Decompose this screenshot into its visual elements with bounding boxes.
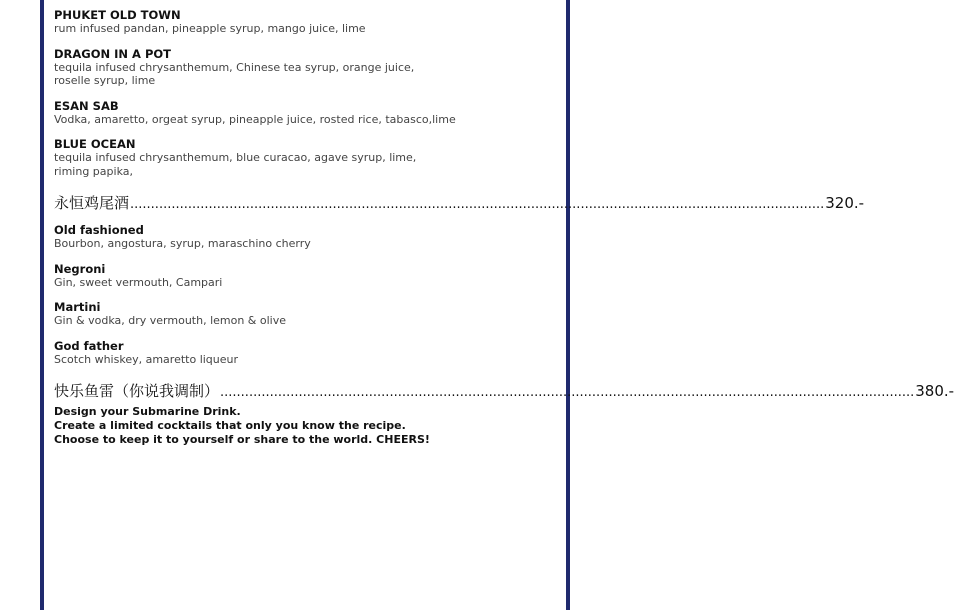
item-name: DRAGON IN A POT [54, 46, 172, 61]
menu-item [54, 99, 559, 127]
menu-item [54, 8, 559, 36]
menu-item [54, 137, 559, 178]
note-line: Design your Submarine Drink. [54, 405, 241, 418]
menu-item [54, 223, 559, 251]
classic-cocktails-header [54, 192, 865, 213]
section-title: 永恒鸡尾酒 [54, 194, 130, 212]
section-price: 380.- [915, 382, 954, 400]
item-name: PHUKET OLD TOWN [54, 8, 181, 22]
note-line: Choose to keep it to yourself or share to the world. CHEERS! [54, 433, 430, 446]
menu-item [54, 339, 559, 367]
item-name: Martini [54, 300, 101, 314]
item-description: Scotch whiskey, amaretto liqueur [54, 352, 239, 366]
note-line: Create a limited cocktails that only you know the recipe. [54, 419, 406, 432]
item-description: Gin, sweet vermouth, Campari [54, 275, 223, 289]
signature-cocktails-list [54, 8, 559, 178]
menu-item [54, 300, 559, 328]
item-name: Old fashioned [54, 223, 144, 237]
item-description: Bourbon, angostura, syrup, maraschino cherry [54, 237, 311, 250]
item-description: Gin & vodka, dry vermouth, lemon & olive [54, 314, 286, 327]
custom-cocktail-notes [54, 405, 559, 447]
item-description: rum infused pandan, pineapple syrup, mango juice, lime [54, 22, 366, 35]
custom-cocktail-header [54, 380, 954, 401]
item-name: God father [54, 338, 124, 353]
dot-leader: ........................................................................................................................................................................ [130, 197, 825, 212]
dot-leader: ........................................................................................................................................................................ [220, 385, 915, 400]
item-description: tequila infused chrysanthemum, blue curacao, agave syrup, lime, riming papika, [54, 151, 417, 178]
menu-item [54, 47, 559, 88]
section-title: 快乐鱼雷（你说我调制） [54, 382, 220, 400]
item-description: Vodka, amaretto, orgeat syrup, pineapple juice, rosted rice, tabasco,lime [54, 112, 456, 126]
menu-item [54, 262, 559, 290]
item-description: tequila infused chrysanthemum, Chinese tea syrup, orange juice, roselle syrup, lime [54, 60, 415, 87]
item-name: ESAN SAB [54, 98, 119, 113]
item-name: Negroni [54, 261, 106, 276]
classic-cocktails-list [54, 223, 559, 366]
item-name: BLUE OCEAN [54, 137, 136, 151]
menu-content [54, 8, 954, 447]
page-border-right [566, 0, 570, 610]
page-border-left [40, 0, 44, 610]
section-price: 320.- [825, 194, 865, 212]
